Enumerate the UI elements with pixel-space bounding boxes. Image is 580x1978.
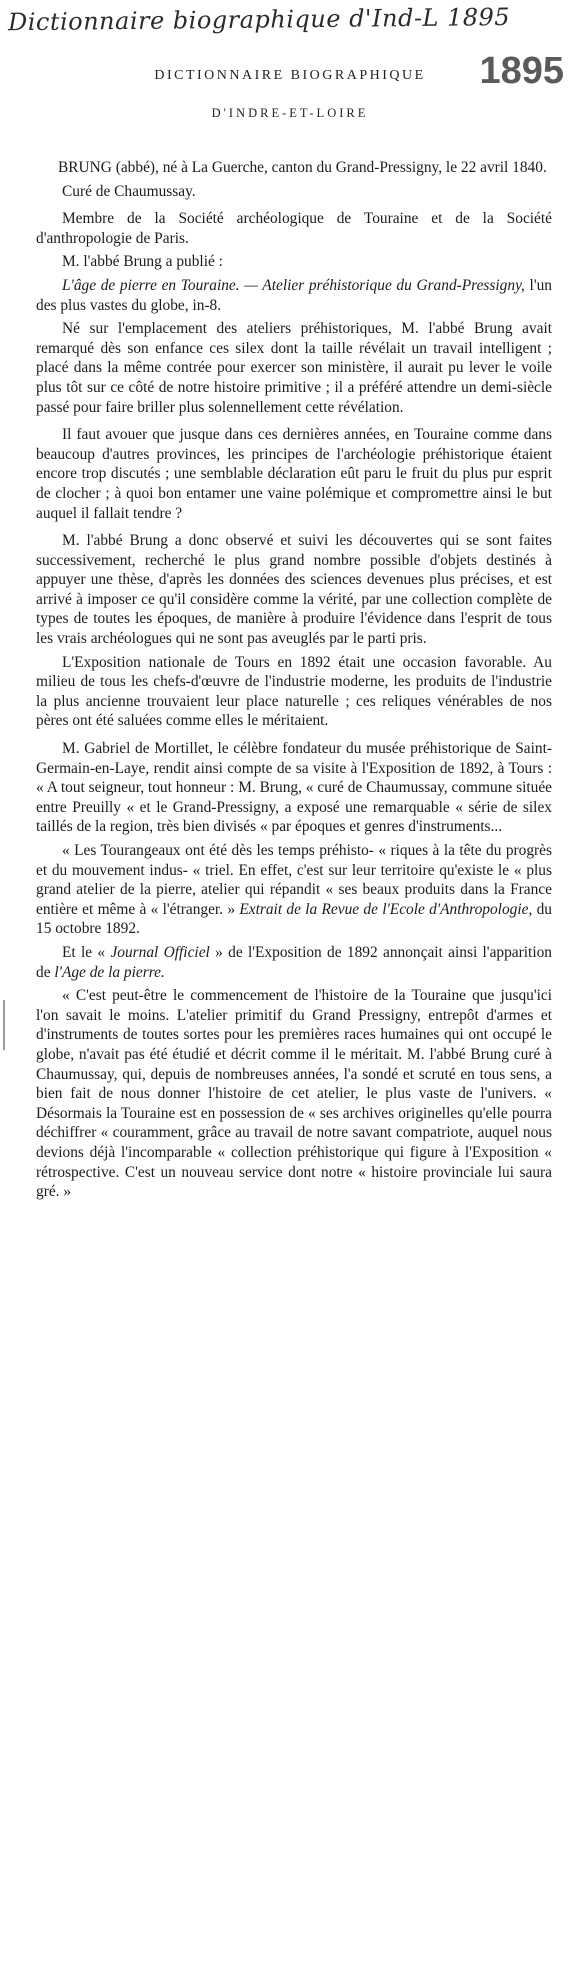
- quote-date: du 15 octobre 1892.: [36, 900, 553, 938]
- quote-source: Extrait de la Revue de l'Ecole d'Anthropologie,: [235, 900, 533, 918]
- entry-role: Curé de Chaumussay.: [62, 182, 196, 200]
- entry-body: [36, 158, 552, 1206]
- p7-part-b: » de l'Exposition de 1892 annonçait ainsi l'apparition de: [36, 943, 552, 981]
- paragraph-1: Né sur l'emplacement des ateliers préhistoriques, M. l'abbé Brung avait remarqué dès son enfance ces silex dont la taille révélait un travail intelligent ; placé dans la même contrée pour exercer son ministère, il aurait pu lever le voile plus tôt sur ce côté de notre histoire primitive ; il a préféré attendre un demi-siècle passé pour faire briller plus solennellement cette révélation.: [36, 320, 552, 416]
- publication-title: L'âge de pierre en Touraine. — Atelier préhistorique du Grand-Pressigny,: [62, 276, 525, 294]
- publication-line: [36, 276, 552, 315]
- paragraph-8: « C'est peut-être le commencement de l'histoire de la Touraine que jusqu'ici l'on savait le moins. L'atelier primitif du Grand Pressigny, entrepôt d'armes et d'instruments de toutes sortes pour les premières races humaines qui ont occupé le globe, n'avait pas été étudié et décrit comme il le méritait. M. l'abbé Brung curé à Chaumussay, qui, depuis de nombreuses années, l'a sondé et scruté en tous sens, a bien fait de nous donner l'histoire de cet atelier, le plus vaste de l'univers. « Désormais la Touraine est en possession de « ses archives originelles qu'elle pourra déchiffrer « couramment, grâce au travail de notre savant compatriote, auquel nous devions déjà l'incomparable « collection préhistorique qui figure à l'Exposition « rétrospective. C'est un nouveau service dont notre « histoire provinciale lui saura gré. »: [36, 987, 552, 1201]
- journal-title: Journal Officiel: [105, 943, 216, 961]
- paragraph-2: Il faut avouer que jusque dans ces dernières années, en Touraine comme dans beaucoup d'autres provinces, les principes de l'archéologie préhistorique étaient encore trop discutés ; une semblable déclaration eût paru le fruit du plus pur esprit de clocher ; à quoi bon entamer une vaine polémique et compromettre ainsi le but auquel il fallait tendre ?: [36, 426, 552, 522]
- entry-membership: Membre de la Société archéologique de Touraine et de la Société d'anthropologie de Paris.: [36, 210, 552, 247]
- p7-part-a: Et le «: [62, 943, 106, 961]
- handwritten-annotation: Dictionnaire biographique d'Ind-L 1895: [7, 2, 511, 37]
- paragraph-4: L'Exposition nationale de Tours en 1892 était une occasion favorable. Au milieu de tous les chefs-d'œuvre de l'industrie moderne, les produits de l'industrie la plus ancienne trouvaient leur place naturelle ; ces reliques vénérables de nos pères ont été saluées comme elles le méritaient.: [36, 653, 552, 730]
- margin-mark: [3, 1000, 5, 1050]
- published-intro: M. l'abbé Brung a publié :: [62, 253, 223, 271]
- running-title: DICTIONNAIRE BIOGRAPHIQUE: [154, 68, 426, 83]
- paragraph-6: [36, 841, 552, 939]
- year-stamp: 1895: [479, 50, 564, 92]
- book-title: l'Age de la pierre.: [54, 963, 165, 981]
- running-subtitle: D'INDRE-ET-LOIRE: [211, 106, 369, 120]
- publication-rest: l'un des plus vastes du globe, in-8.: [36, 276, 552, 314]
- entry-headline: BRUNG (abbé), né à La Guerche, canton du Grand-Pressigny, le 22 avril 1840.: [58, 159, 547, 176]
- paragraph-7: [36, 943, 552, 982]
- quote-text: « Les Tourangeaux ont été dès les temps préhisto- « riques à la tête du progrès et du mouvement indus- « triel. En effet, c'est sur leur territoire qu'existe le « plus grand atelier de la pierre, atelier qui répandit « ses beaux produits dans la France entière et même à « l'étranger. »: [36, 842, 552, 918]
- paragraph-3: M. l'abbé Brung a donc observé et suivi les découvertes qui se sont faites successivement, recherché le plus grand nombre possible d'objets destinés à appuyer une thèse, d'après les données des sciences devenues plus précises, et est arrivé à imposer ce qu'il considère comme la vérité, par une collection complète de types de toutes les époques, de manière à produire l'évidence dans l'esprit de tous les vrais archéologues qui ne sont pas aveuglés par le parti pris.: [36, 532, 552, 648]
- paragraph-5: M. Gabriel de Mortillet, le célèbre fondateur du musée préhistorique de Saint-Germain-en-Laye, rendit ainsi compte de sa visite à l'Exposition de 1892, à Tours : « A tout seigneur, tout honneur : M. Brung, « curé de Chaumussay, commune située entre Preuilly « et le Grand-Pressigny, a exposé une remarquable « série de silex taillés de la region, très bien divisés « par époques et genres d'instruments...: [36, 740, 552, 836]
